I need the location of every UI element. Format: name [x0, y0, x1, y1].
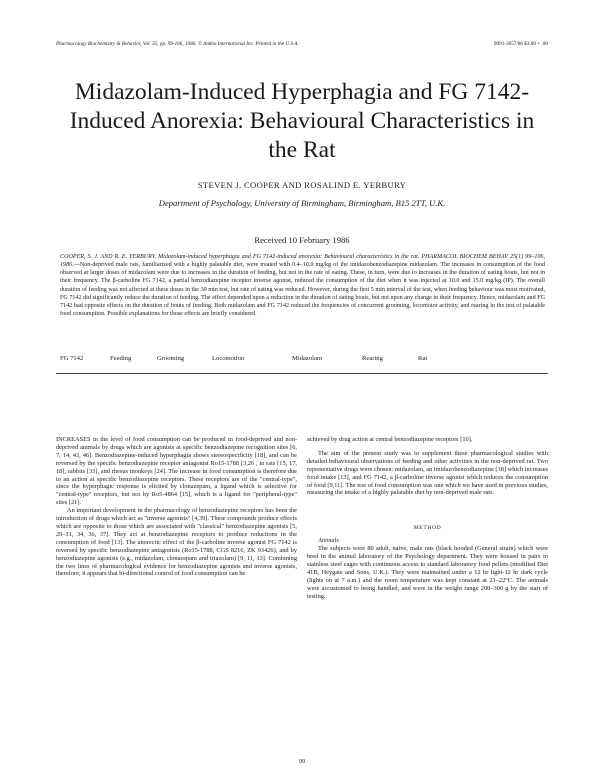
- page-number: 99: [298, 758, 306, 765]
- received-date: Received 10 February 1986: [254, 235, 350, 245]
- keyword: Midazolam: [292, 355, 323, 362]
- author-list: STEVEN J. COOPER AND ROSALIND E. YERBURY: [197, 180, 407, 190]
- intro-paragraph-2: An important development in the pharmacology of benzodiazepine receptors has been the introduction of drugs which act as "inverse agonists" [4,39]. These compounds produce effects which are opposite to those which are associated with "classical" benzodiazepine agonists [5, 29–31, 34, 36, 37]. They act at benzodiazepine receptors to produce reductions in the consumption of food [13]. The anorectic effect of the β-carboline inverse agonist FG 7142 is reversed by specific benzodiazepine antagonists (Ro15-1788, CGS 8216, ZK 93426), and by benzodiazepine agonists (e.g., midazolam, clonazepam and triazolam) [9, 11, 13]. Combining the two lines of pharmacological evidence for benzodiazepine agonists and inverse agonists, therefore, it appears that bi-directional control of food consumption can be: [56, 507, 297, 578]
- animals-paragraph: The subjects were 80 adult, naive, male rats (black hooded (General strain) which were bred in the animal laboratory of the Psychology department. They were housed in pairs in stainless steel cages with continuous access to standard laboratory food pellets (modified Diet 41B, Heygate and Sons, U.K.). They were maintained under a 12 hr light-12 hr dark cycle (lights on at 7 a.m.) and the room temperature was kept constant at 21–22°C. The animals were accustomed to being handled, and were in the weight range 200–300 g by the start of testing.: [307, 545, 548, 600]
- keyword-divider: [56, 373, 548, 374]
- keyword: FG 7142: [60, 355, 84, 362]
- intro-continuation: achieved by drug action at central benzodiazepine receptors [10].: [307, 436, 473, 443]
- left-column: [56, 436, 297, 578]
- section-heading-method: METHOD: [413, 525, 442, 532]
- abstract-citation: COOPER, S. J. AND R. E. YERBURY. Midazolam-induced hyperphagia and FG 7142-induced anorexia: Behavioural characteristics in the rat. PHARMACOL BIOCHEM BEHAV 25(1) 99–106, 1986.: [60, 254, 545, 269]
- author-affiliation: Department of Psychology, University of Birmingham, Birmingham, B15 2TT, U.K.: [158, 198, 446, 208]
- journal-citation: Pharmacology Biochemistry & Behavior, Vol. 25, pp. 99-106, 1986. © Ankho International Inc. Printed in the U.S.A.: [56, 41, 299, 47]
- keyword: Rearing: [362, 355, 383, 362]
- keyword: Locomotion: [212, 355, 245, 362]
- keyword: Feeding: [110, 355, 132, 362]
- keyword-list: [60, 355, 480, 367]
- right-column: [307, 436, 548, 601]
- issn-price: 0091-3057/86 $3.00 + .00: [493, 41, 548, 47]
- abstract-body: —Non-deprived male rats, familiarized with a highly palatable diet, were treated with 0.4–10.0 mg/kg of the imidazobenzodiazepine midazolam. The increases in consumption of the food observed at larger doses of midazolam were due to increases in the duration of feeding, but not in the rate of eating. These, in turn, were due to increases in the duration of eating bouts, but not in their frequency. The β-carboline FG 7142, a partial benzodiazepine receptor inverse agonist, reduced the consumption of the diet when it was injected at 10.0 and 15.0 mg/kg (IP). The overall duration of feeding was not affected at these doses in the 30 min test, but rate of eating was reduced. However, during the first 5 min interval of the test, when feeding behaviour was most motivated, FG 7142 did significantly reduce the duration of feeding. The effect depended upon a reduction in the duration of eating bouts, but not upon any change in their frequency. Hence, midazolam and FG 7142 had opposite effects on the duration of bouts of feeding. Both midazolam and FG 7142 reduced the frequencies of concurrent grooming, locomotor activity, and rearing in the test of palatable food consumption. Possible explanations for those effects are briefly considered.: [60, 262, 545, 318]
- running-header: [56, 41, 548, 51]
- intro-paragraph-1: INCREASES in the level of food consumption can be produced in food-deprived and non-deprived animals by drugs which are agonists at specific benzodiazepine recognition sites [6, 7, 14, 43, 46]. Benzodiazepine-induced hyperphagia shows stereospecificity [18], and can be reversed by the specific benzodiazepine receptor antagonist Ro15-1788 [3,26 , in rats [15, 17, 18], rabbits [33], and rhesus monkeys [24]. The increase in food consumption is therefore due to an action at specific benzodiazepine receptors. These receptors are of the "central-type", since the hyperphagic response is elicited by clonazepam, a ligand which is selective for "central-type" receptors, but not by Ro5-4864 [15], which is a ligand for "peripheral-type" sites [21].: [56, 436, 297, 507]
- keyword: Grooming: [157, 355, 185, 362]
- article-title: Midazolam-Induced Hyperphagia and FG 7142-Induced Anorexia: Behavioural Characteristics in the Rat: [69, 79, 535, 163]
- intro-paragraph-3: The aim of the present study was to supplement these pharmacological studies with detailed behavioural observations of feeding and other activities in the non-deprived rat. Two representative drugs were chosen: midazolam, an imidazobenzodiazepine [38] which increases food intake [13], and FG 7142, a β-carboline inverse agonist which reduces the consumption of food [9,11]. The test of food consumption was one which we have used in previous studies, measuring the intake of a highly palatable diet by non-deprived male rats.: [307, 449, 548, 497]
- subsection-heading-animals: Animals: [318, 537, 339, 545]
- abstract: [60, 253, 545, 318]
- keyword: Rat: [418, 355, 428, 362]
